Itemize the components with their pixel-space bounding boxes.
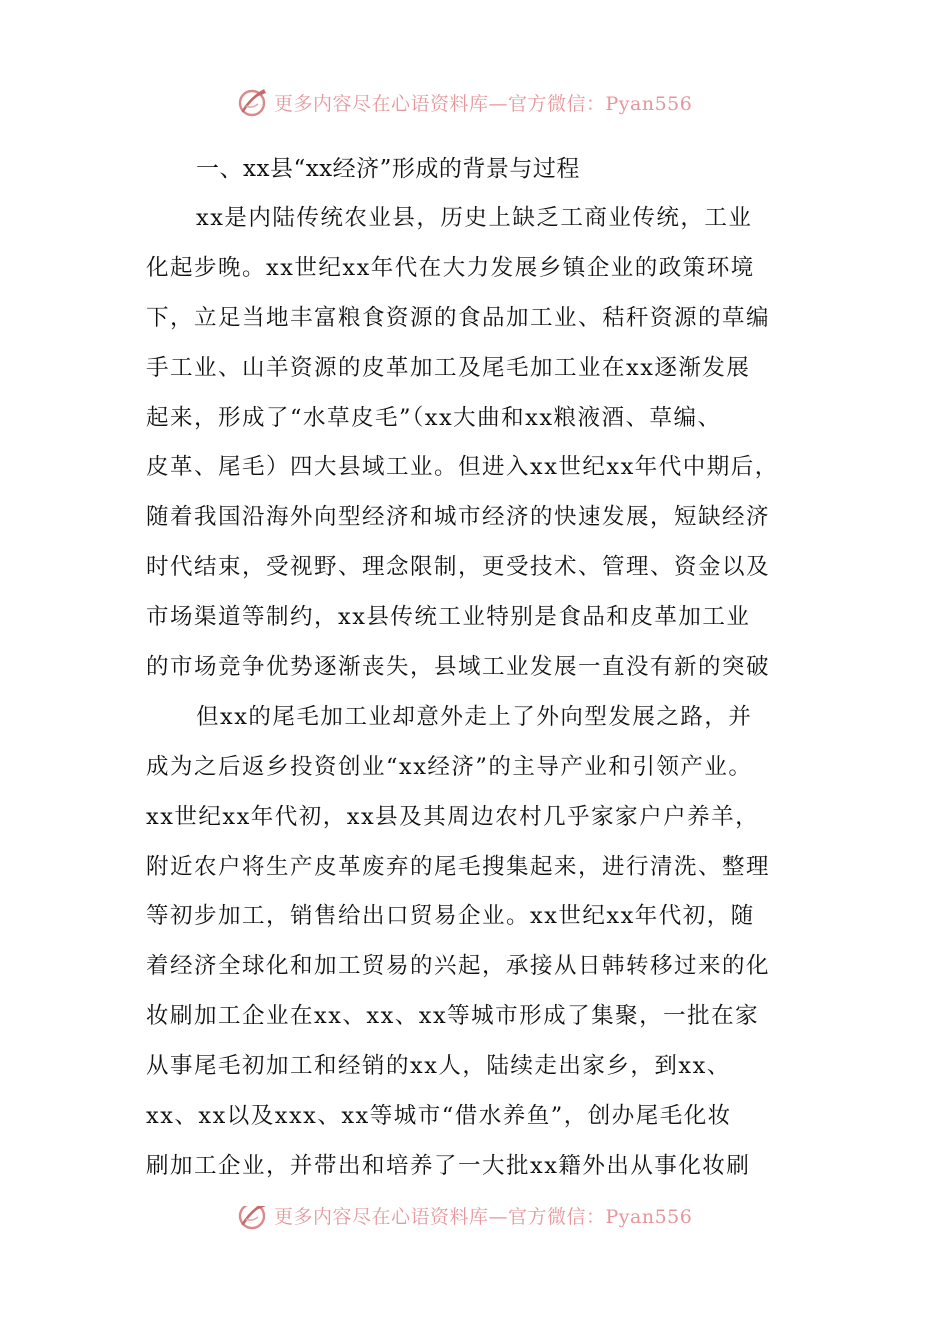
paragraph-line: 从事尾毛初加工和经销的xx人，陆续走出家乡，到xx、 [146, 1053, 731, 1080]
paragraph-line: xx世纪xx年代初，xx县及其周边农村几乎家家户户养羊， [146, 803, 760, 830]
pen-logo-icon [236, 85, 270, 119]
paragraph-line: 着经济全球化和加工贸易的兴起，承接从日韩转移过来的化 [146, 953, 771, 980]
footer-watermark-banner [236, 1206, 692, 1236]
paragraph-line: 随着我国沿海外向型经济和城市经济的快速发展，短缺经济 [146, 504, 771, 531]
paragraph-line: 妆刷加工企业在xx、xx、xx等城市形成了集聚，一批在家 [146, 1003, 760, 1030]
paragraph-line: 下，立足当地丰富粮食资源的食品加工业、秸秆资源的草编 [146, 304, 771, 331]
paragraph-line: 市场渠道等制约，xx县传统工业特别是食品和皮革加工业 [146, 604, 751, 631]
paragraph-line: xx、xx以及xxx、xx等城市“借水养鱼”，创办尾毛化妆 [146, 1103, 732, 1130]
section-heading: 一、xx县“xx经济”形成的背景与过程 [196, 156, 580, 182]
paragraph-line: 附近农户将生产皮革废弃的尾毛搜集起来，进行清洗、整理 [146, 853, 771, 880]
paragraph-line: 成为之后返乡投资创业“xx经济”的主导产业和引领产业。 [146, 753, 753, 780]
body-text [146, 194, 826, 1192]
paragraph-line: 等初步加工，销售给出口贸易企业。xx世纪xx年代初，随 [146, 903, 755, 930]
paragraph-line: 手工业、山羊资源的皮革加工及尾毛加工业在xx逐渐发展 [146, 354, 751, 381]
paragraph-line: 起来，形成了“水草皮毛”（xx大曲和xx粮液酒、草编、 [146, 404, 722, 431]
pen-logo-icon [236, 1206, 270, 1232]
header-watermark-banner [236, 84, 692, 120]
paragraph-line: 的市场竞争优势逐渐丧失，县域工业发展一直没有新的突破 [146, 654, 771, 681]
header-watermark-text: 更多内容尽在心语资料库—官方微信：Pyan556 [274, 92, 693, 115]
paragraph-line: 刷加工企业，并带出和培养了一大批xx籍外出从事化妆刷 [146, 1152, 751, 1179]
paragraph-line: xx是内陆传统农业县，历史上缺乏工商业传统，工业 [196, 205, 753, 231]
footer-watermark-text: 更多内容尽在心语资料库—官方微信：Pyan556 [274, 1206, 693, 1228]
paragraph-line: 但xx的尾毛加工业却意外走上了外向型发展之路，并 [196, 703, 753, 730]
paragraph-line: 皮革、尾毛）四大县域工业。但进入xx世纪xx年代中期后， [146, 454, 779, 481]
paragraph-line: 时代结束，受视野、理念限制，更受技术、管理、资金以及 [146, 554, 771, 581]
paragraph-line: 化起步晚。xx世纪xx年代在大力发展乡镇企业的政策环境 [146, 254, 755, 281]
